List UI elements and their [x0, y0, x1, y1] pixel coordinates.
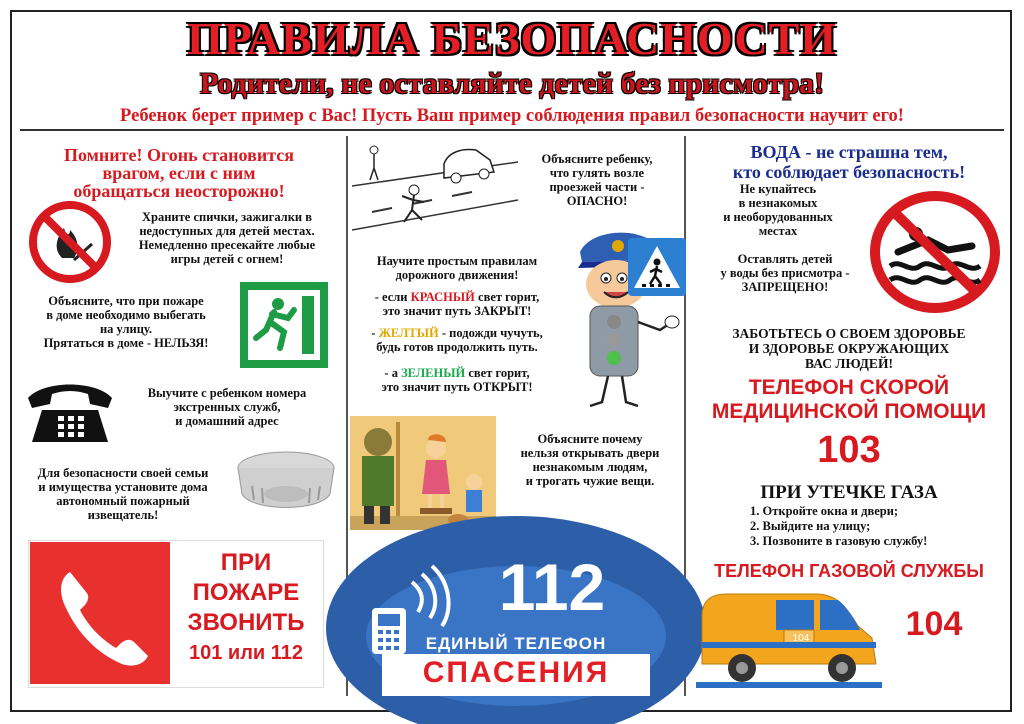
emergency-line2: СПАСЕНИЯ: [422, 656, 610, 689]
telephone-icon: [24, 376, 116, 446]
detector-text: Для безопасности своей семьи и имущества установите дома автономный пожарный извещатель!: [37, 466, 209, 522]
water-text-2: Оставлять детей у воды без присмотра - ЗАПРЕЩЕНО!: [720, 252, 850, 294]
ambulance-label: ТЕЛЕФОН СКОРОЙ МЕДИЦИНСКОЙ ПОМОЩИ: [711, 376, 987, 423]
health-text: ЗАБОТЬТЕСЬ О СВОЕМ ЗДОРОВЬЕ И ЗДОРОВЬЕ ОКРУЖАЮЩИХ ВАС ЛЮДЕЙ!: [732, 326, 966, 371]
water-text-1: Не купайтесь в незнакомых и необорудованных местах: [723, 182, 833, 238]
door-text: Объясните почему нельзя открывать двери незнакомым людям, и трогать чужие вещи.: [520, 432, 660, 488]
crosswalk-sign-icon: [628, 238, 686, 296]
gas-heading: ПРИ УТЕЧКЕ ГАЗА: [760, 482, 938, 503]
no-swimming-icon: [868, 190, 1002, 314]
ambulance-number: 103: [817, 429, 881, 471]
exit-text: Объясните, что при пожаре в доме необходимо выбегать на улицу. Прятаться в доме - НЕЛЬЗЯ!: [43, 294, 209, 350]
water-heading: ВОДА - не страшна тем, кто соблюдает безопасность!: [732, 142, 966, 182]
road-text: Объясните ребенку, что гулять возле проезжей части - ОПАСНО!: [541, 152, 653, 208]
smoke-detector-icon: [232, 446, 340, 518]
fire-phone-icon: [30, 542, 170, 684]
gas-service-label: ТЕЛЕФОН ГАЗОВОЙ СЛУЖБЫ: [714, 561, 984, 581]
street-scene-illustration: [352, 138, 518, 234]
rules-intro: Научите простым правилам дорожного движения!: [376, 254, 538, 282]
no-fire-icon: [28, 200, 112, 284]
poster-tagline: Ребенок берет пример с Вас! Пусть Ваш пример соблюдения правил безопасности научит его!: [120, 106, 904, 126]
stranger-at-door-illustration: [350, 416, 496, 530]
poster-subtitle: Родители, не оставляйте детей без присмотра!: [199, 67, 825, 100]
van-number: 104: [792, 633, 810, 644]
green-light-rule: - а ЗЕЛЕНЫЙ свет горит, это значит путь ОТКРЫТ!: [381, 366, 533, 394]
phone-text: Выучите с ребенком номера экстренных служб, и домашний адрес: [147, 386, 307, 428]
poster-title: ПРАВИЛА БЕЗОПАСНОСТИ: [186, 13, 838, 64]
red-light-rule: - если КРАСНЫЙ свет горит, это значит путь ЗАКРЫТ!: [374, 290, 540, 318]
gas-steps: 1. Откройте окна и двери; 2. Выйдите на улицу; 3. Позвоните в газовую службу!: [750, 504, 928, 548]
fire-heading: Помните! Огонь становится врагом, если с ним обращаться неосторожно!: [64, 145, 294, 201]
exit-sign-icon: [240, 282, 328, 368]
yellow-light-rule: - ЖЕЛТЫЙ - подожди чучуть, будь готов продолжить путь.: [371, 326, 543, 354]
fire-call-text: ПРИ ПОЖАРЕ ЗВОНИТЬ 101 или 112: [187, 549, 305, 664]
header-divider: [20, 129, 1004, 131]
matches-text: Храните спички, зажигалки в недоступных для детей местах. Немедленно пресекайте любые игры детей с огнем!: [138, 210, 316, 266]
emergency-number: 112: [498, 550, 606, 624]
emergency-line1: ЕДИНЫЙ ТЕЛЕФОН: [425, 634, 607, 653]
gas-service-number: 104: [905, 605, 963, 643]
